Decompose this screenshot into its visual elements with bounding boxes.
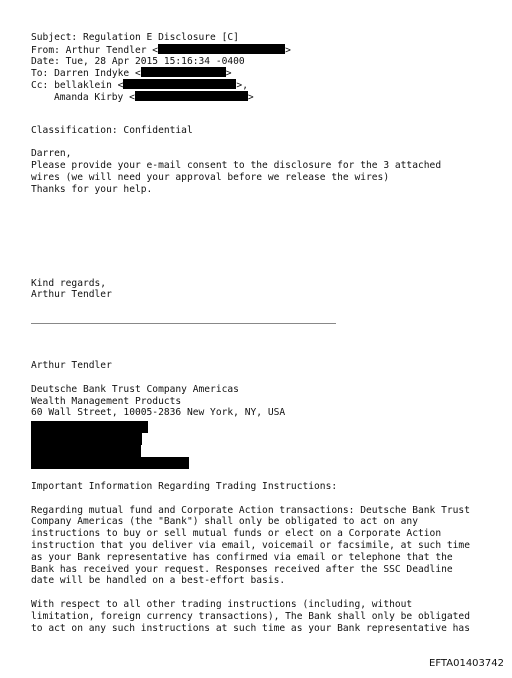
disclaimer-line: With respect to all other trading instructions (including, without <box>31 598 413 610</box>
redaction-block <box>31 433 142 445</box>
date-line: Date: Tue, 28 Apr 2015 15:16:34 -0400 <box>31 55 245 67</box>
message-line: Thanks for your help. <box>31 183 153 195</box>
signature-division: Wealth Management Products <box>31 395 182 407</box>
redaction-block <box>31 421 148 433</box>
disclaimer-line: instruction that you deliver via email, voicemail or facsimile, at such time <box>31 539 470 551</box>
message-line: Please provide your e-mail consent to the disclosure for the 3 attached <box>31 160 442 172</box>
closing: Kind regards, <box>31 277 107 289</box>
disclaimer-line: Company Americas (the "Bank") shall only be obligated to act on any <box>31 516 418 528</box>
disclaimer-line: instructions to buy or sell mutual funds or elect on a Corporate Action <box>31 528 442 540</box>
disclaimer-line: Regarding mutual fund and Corporate Action transactions: Deutsche Bank Trust <box>31 504 470 516</box>
cc-line-2: Amanda Kirby < > <box>54 91 254 103</box>
signature-name: Arthur Tendler <box>31 360 112 372</box>
disclaimer-heading: Important Information Regarding Trading Instructions: <box>31 480 338 492</box>
document-id: EFTA01403742 <box>429 658 504 670</box>
redaction-block <box>135 91 248 101</box>
email-document <box>31 32 491 634</box>
signature-divider <box>31 323 336 324</box>
redacted-contact-block <box>31 421 491 469</box>
classification: Classification: Confidential <box>31 124 193 136</box>
from-line: From: Arthur Tendler < > <box>31 44 291 56</box>
message-line: wires (we will need your approval before we release the wires) <box>31 171 390 183</box>
redaction-block <box>158 44 285 54</box>
disclaimer-line: as your Bank representative has confirmed via email or telephone that the <box>31 551 453 563</box>
disclaimer-line: Bank has received your request. Responses received after the SSC Deadline <box>31 563 453 575</box>
greeting: Darren, <box>31 148 72 160</box>
signature-company: Deutsche Bank Trust Company Americas <box>31 383 239 395</box>
disclaimer-line: to act on any such instructions at such time as your Bank representative has <box>31 622 470 634</box>
signature-address: 60 Wall Street, 10005-2836 New York, NY, USA <box>31 407 286 419</box>
subject-line: Subject: Regulation E Disclosure [C] <box>31 32 239 43</box>
disclaimer-line: date will be handled on a best-effort basis. <box>31 575 286 587</box>
redaction-block <box>141 67 226 77</box>
cc-line: Cc: bellaklein < >, <box>31 80 248 92</box>
to-line: To: Darren Indyke < > <box>31 68 232 80</box>
closing-name: Arthur Tendler <box>31 289 112 301</box>
redaction-block <box>31 457 189 469</box>
redaction-block <box>31 445 141 457</box>
redaction-block <box>123 79 236 89</box>
disclaimer-line: limitation, foreign currency transactions), The Bank shall only be obligated <box>31 610 470 622</box>
